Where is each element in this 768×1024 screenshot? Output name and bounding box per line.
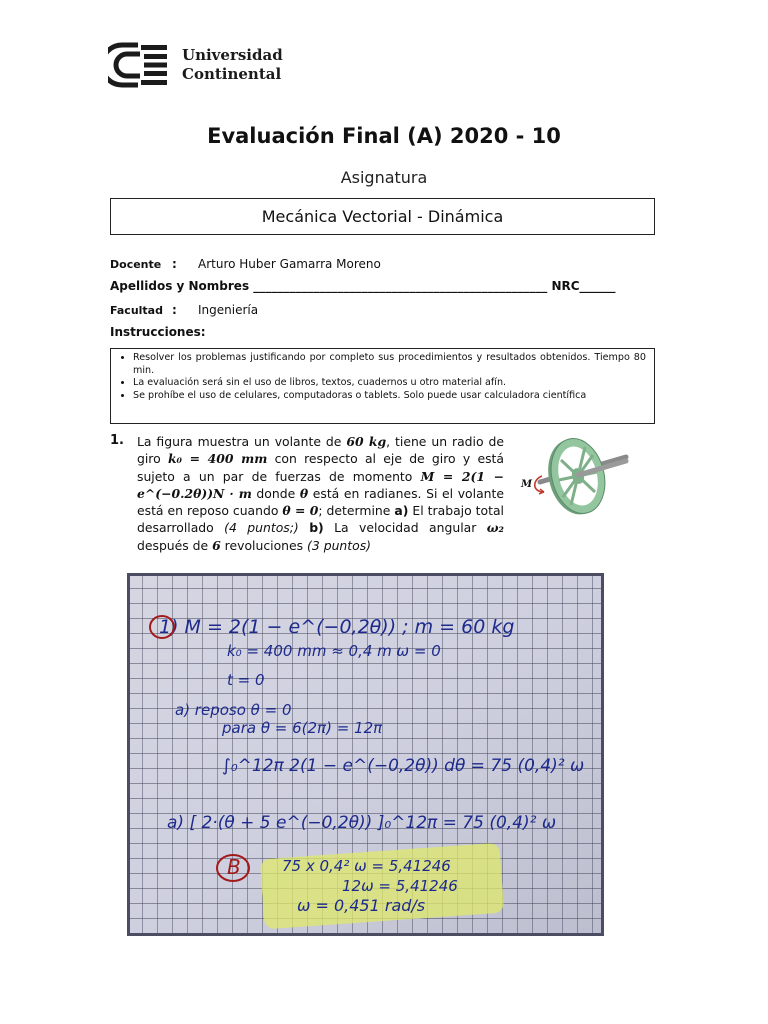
handwritten-solution-photo (127, 573, 604, 936)
problem-text-part: después de (137, 537, 213, 553)
hw-line: k₀ = 400 mm ≈ 0,4 m ω = 0 (227, 642, 441, 660)
grid-paper (127, 573, 604, 936)
hw-line: 75 x 0,4² ω = 5,41246 (282, 857, 451, 875)
facultad-separator: : (172, 303, 177, 317)
hw-line: a) reposo θ = 0 (175, 701, 292, 719)
mass-value: 60 kg (346, 434, 387, 449)
exam-title: Evaluación Final (A) 2020 - 10 (207, 124, 561, 148)
instruction-item: • Resolver los problemas justificando por completo sus procedimientos y resultados obtenidos. Tiempo 80 min. (133, 352, 646, 377)
docente-separator: : (172, 257, 177, 271)
problem-text-part: El trabajo total desarrollado (137, 503, 504, 536)
instruction-item: • La evaluación será sin el uso de libros, textos, cuadernos u otro material afín. (133, 377, 646, 390)
instructions-list (119, 352, 646, 402)
subject-box (110, 198, 655, 235)
flywheel-figure (518, 430, 630, 530)
hw-line: a) [ 2·(θ + 5 e^(−0,2θ)) ]₀^12π = 75 (0,4)² ω (167, 813, 557, 833)
part-a-label: a) (394, 503, 409, 519)
apellidos-nrc-line: Apellidos y Nombres _________________________________________________ NRC______ (110, 279, 616, 293)
docente-label: Docente (110, 258, 162, 271)
docente-value: Arturo Huber Gamarra Moreno (198, 257, 381, 271)
university-logo (108, 40, 308, 90)
facultad-field (110, 303, 258, 317)
hw-line: t = 0 (227, 671, 265, 689)
problem-text-part: ; determine (318, 503, 395, 519)
instructions-box (110, 348, 655, 424)
initial-condition: θ = 0 (282, 503, 319, 519)
revolutions-value: 6 (212, 537, 221, 553)
part-a-points: (4 puntos;) (224, 520, 299, 536)
problem-text-part: La figura muestra un volante de (137, 434, 347, 449)
university-name-line2: Continental (182, 65, 282, 83)
instrucciones-label: Instrucciones: (110, 325, 206, 339)
hw-line: ω = 0,451 rad/s (297, 896, 426, 915)
radius-of-gyration: k₀ = 400 mm (167, 451, 268, 467)
university-logo-icon (108, 42, 172, 88)
moment-label: M (521, 479, 533, 490)
subject-name: Mecánica Vectorial - Dinámica (261, 207, 504, 226)
omega-symbol: ω₂ (486, 520, 504, 536)
problem-text-part: con respecto al eje de giro y está sujeto a un par de fuerzas de momento (137, 451, 504, 484)
docente-field (110, 257, 381, 271)
hw-line: 1) M = 2(1 − e^(−0,2θ)) ; m = 60 kg (159, 616, 515, 638)
problem-text-part: donde (251, 485, 300, 501)
theta-symbol: θ (299, 485, 309, 501)
facultad-label: Facultad (110, 304, 163, 317)
problem-text-part: revoluciones (220, 537, 308, 553)
part-b-points: (3 puntos) (307, 537, 372, 553)
part-b-label: b) (309, 520, 324, 536)
hw-line: B (227, 855, 241, 879)
hw-line: ∫₀^12π 2(1 − e^(−0,2θ)) dθ = 75 (0,4)² ω (222, 756, 585, 776)
facultad-value: Ingeniería (198, 303, 259, 317)
hw-line: 12ω = 5,41246 (342, 877, 458, 895)
problem-text-part: La velocidad angular (323, 520, 487, 536)
hw-line: para θ = 6(2π) = 12π (222, 719, 383, 737)
problem-text-part: está en radianes. Si el volante está en reposo cuando (137, 485, 504, 519)
instruction-item: • Se prohíbe el uso de celulares, computadoras o tablets. Solo puede usar calculadora científica (133, 390, 646, 403)
problem-number: 1. (110, 433, 124, 448)
problem-text (137, 433, 504, 554)
flywheel-diagram (518, 430, 630, 530)
university-name-line1: Universidad (182, 46, 283, 64)
moment-equation: M = 2(1 − e^(−0.2θ))N · m (137, 468, 504, 501)
subject-label: Asignatura (340, 168, 428, 187)
problem-text-part: , tiene un radio de giro (137, 434, 504, 467)
